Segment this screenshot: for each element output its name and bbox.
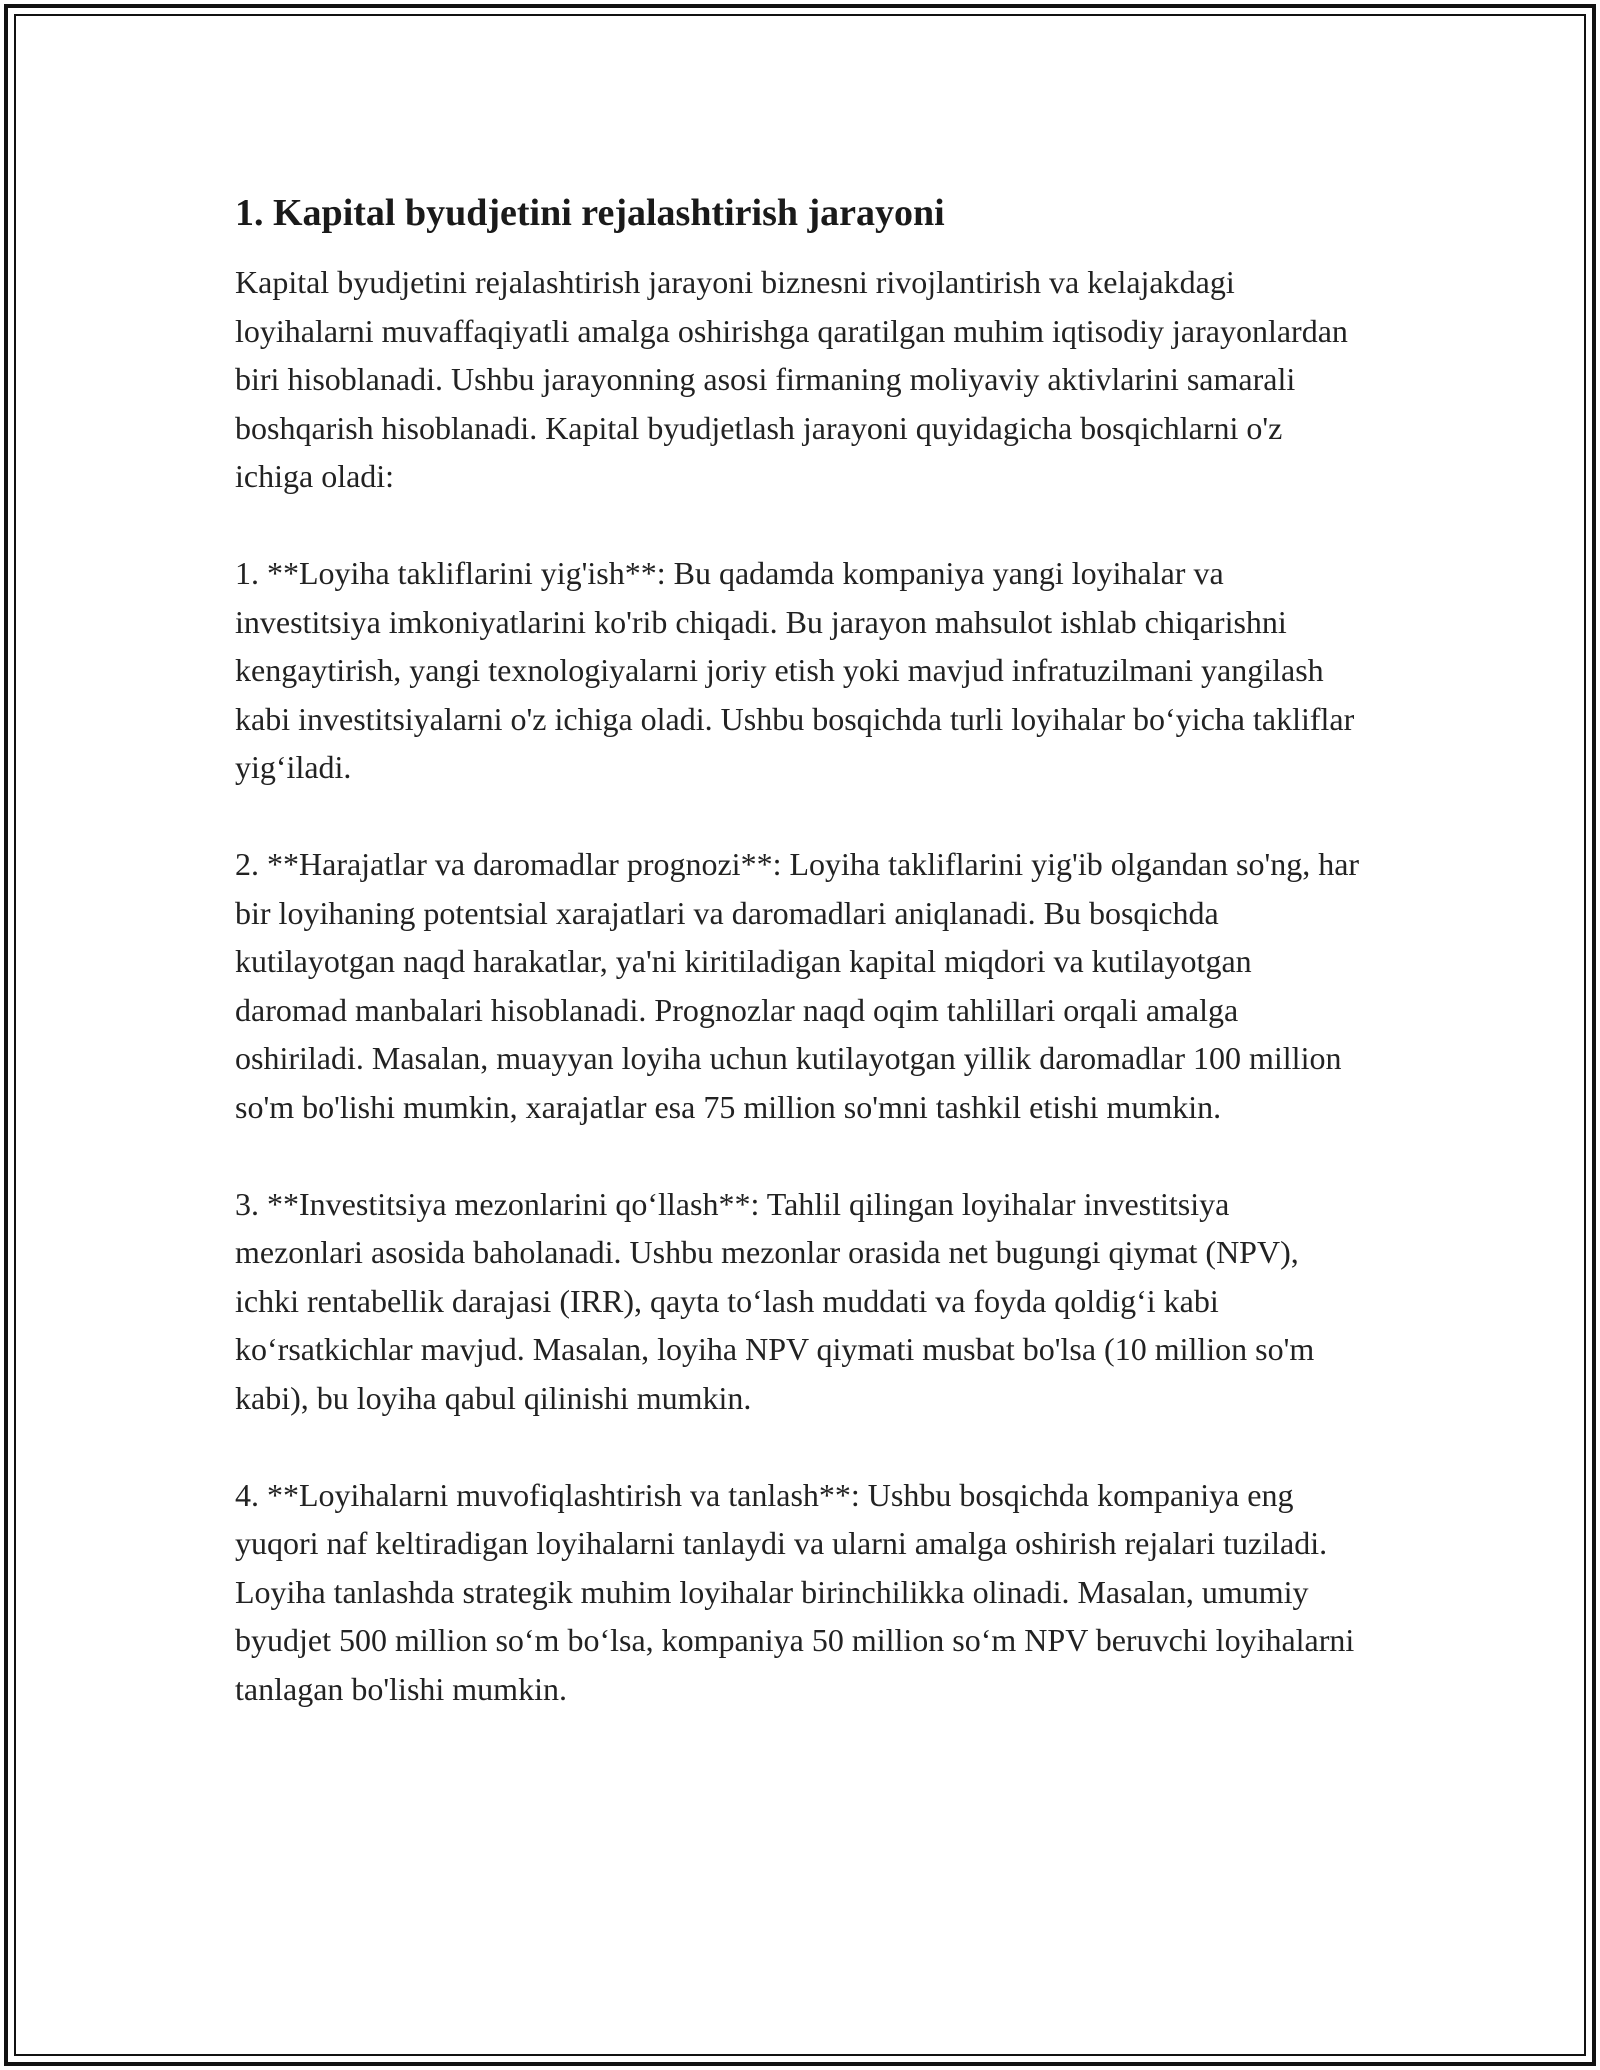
document-body	[235, 188, 1365, 1762]
document-title: 1. Kapital byudjetini rejalashtirish jarayoni	[235, 192, 945, 234]
step-1-paragraph: 1. **Loyiha takliflarini yig'ish**: Bu qadamda kompaniya yangi loyihalar va investitsiya imkoniyatlarini ko'rib chiqadi. Bu jarayon mahsulot ishlab chiqarishni kengaytirish, yangi texnologiyalarni joriy etish yoki mavjud infratuzilmani yangilash kabi investitsiyalarni o'z ichiga oladi. Ushbu bosqichda turli loyihalar bo‘yicha takliflar yig‘iladi.	[235, 555, 1355, 785]
step-3-paragraph: 3. **Investitsiya mezonlarini qo‘llash**: Tahlil qilingan loyihalar investitsiya mezonlari asosida baholanadi. Ushbu mezonlar orasida net bugungi qiymat (NPV), ichki rentabellik darajasi (IRR), qayta to‘lash muddati va foyda qoldig‘i kabi ko‘rsatkichlar mavjud. Masalan, loyiha NPV qiymati musbat bo'lsa (10 million so'm kabi), bu loyiha qabul qilinishi mumkin.	[235, 1185, 1315, 1416]
step-4-paragraph: 4. **Loyihalarni muvofiqlashtirish va tanlash**: Ushbu bosqichda kompaniya eng yuqori naf keltiradigan loyihalarni tanlaydi va ularni amalga oshirish rejalari tuziladi. Loyiha tanlashda strategik muhim loyihalar birinchilikka olinadi. Masalan, umumiy byudjet 500 million so‘m bo‘lsa, kompaniya 50 million so‘m NPV beruvchi loyihalarni tanlagan bo'lishi mumkin.	[235, 1476, 1355, 1707]
step-2-paragraph: 2. **Harajatlar va daromadlar prognozi**: Loyiha takliflarini yig'ib olgandan so'ng, har bir loyihaning potentsial xarajatlari va daromadlari aniqlanadi. Bu bosqichda kutilayotgan naqd harakatlar, ya'ni kiritiladigan kapital miqdori va kutilayotgan daromad manbalari hisoblanadi. Prognozlar naqd oqim tahlillari orqali amalga oshiriladi. Masalan, muayyan loyiha uchun kutilayotgan yillik daromadlar 100 million so'm bo'lishi mumkin, xarajatlar esa 75 million so'mni tashkil etishi mumkin.	[235, 846, 1360, 1125]
intro-paragraph: Kapital byudjetini rejalashtirish jarayoni biznesni rivojlantirish va kelajakdagi loyihalarni muvaffaqiyatli amalga oshirishga qaratilgan muhim iqtisodiy jarayonlardan biri hisoblanadi. Ushbu jarayonning asosi firmaning moliyaviy aktivlarini samarali boshqarish hisoblanadi. Kapital byudjetlash jarayoni quyidagicha bosqichlarni o'z ichiga oladi:	[235, 264, 1348, 494]
